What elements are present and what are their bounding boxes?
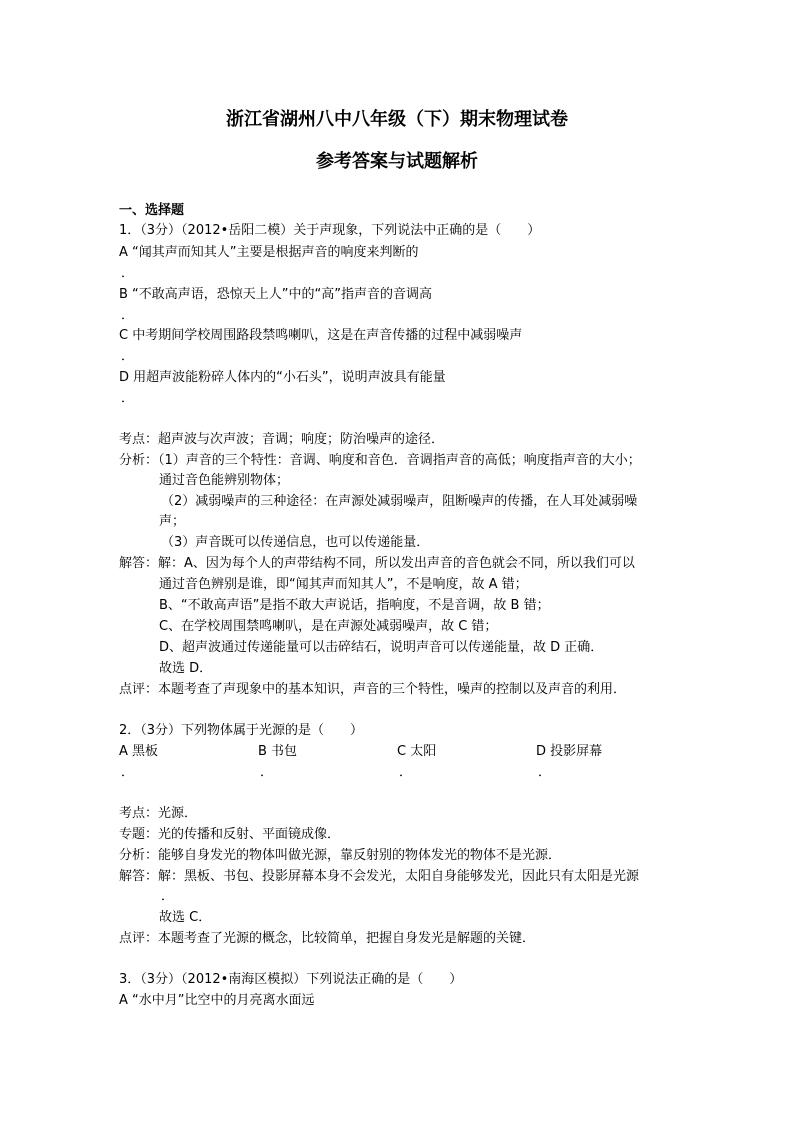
q1-jieda-line: D、超声波通过传递能量可以击碎结石，说明声音可以传递能量，故 D 正确． <box>159 640 604 655</box>
q1-option-a-dot: ． <box>121 266 135 281</box>
q2-option-c-dot: ． <box>399 765 413 780</box>
q3-option-a: A “水中月”比空中的月亮离水面远 <box>119 993 315 1008</box>
q2-dianping: 点评：本题考查了光源的概念，比较简单，把握自身发光是解题的关键． <box>119 931 536 946</box>
q2-kaodian: 考点：光源． <box>119 806 198 821</box>
document-title: 浙江省湖州八中八年级（下）期末物理试卷 <box>226 109 568 130</box>
q2-option-d: D 投影屏幕 <box>536 744 603 759</box>
q2-option-d-dot: ． <box>538 765 552 780</box>
q1-option-d: D 用超声波能粉碎人体内的“小石头”，说明声波具有能量 <box>119 370 446 385</box>
q1-jieda-line: B、“不敢高声语”是指不敢大声说话，指响度，不是音调，故 B 错； <box>159 598 550 613</box>
q1-dianping: 点评：本题考查了声现象中的基本知识，声音的三个特性，噪声的控制以及声音的利用． <box>119 682 627 697</box>
q1-fenxi-line: 声； <box>159 514 186 529</box>
q1-option-b-dot: ． <box>121 308 135 323</box>
q1-fenxi-line: 分析：（1）声音的三个特性：音调、响度和音色．音调指声音的高低；响度指声音的大小； <box>119 453 641 468</box>
q3-stem: 3．（3分）（2012•南海区模拟）下列说法正确的是（ ） <box>119 972 463 987</box>
q1-option-c: C 中考期间学校周围路段禁鸣喇叭，这是在声音传播的过程中减弱噪声 <box>119 328 523 343</box>
q1-kaodian: 考点：超声波与次声波；音调；响度；防治噪声的途径． <box>119 432 445 447</box>
section-heading: 一、选择题 <box>119 203 185 218</box>
q2-option-b-dot: ． <box>260 765 274 780</box>
q1-jieda-line: 通过音色辨别是谁，即“闻其声而知其人”，不是响度，故 A 错； <box>159 577 528 592</box>
q2-jieda-line: 故选 C． <box>159 910 212 925</box>
q1-option-a: A “闻其声而知其人”主要是根据声音的响度来判断的 <box>119 245 419 260</box>
q2-fenxi: 分析：能够自身发光的物体叫做光源，靠反射别的物体发光的物体不是光源． <box>119 848 562 863</box>
q2-jieda-dot: ． <box>161 889 175 904</box>
q1-option-b: B “不敢高声语，恐惊天上人”中的“高”指声音的音调高 <box>119 287 432 302</box>
q2-option-c: C 太阳 <box>397 744 437 759</box>
q2-option-a-dot: ． <box>121 765 135 780</box>
q2-option-b: B 书包 <box>258 744 298 759</box>
q1-jieda-line: 解答：解：A、因为每个人的声带结构不同，所以发出声音的音色就会不同，所以我们可以 <box>119 556 635 571</box>
q1-jieda-line: 故选 D． <box>159 661 213 676</box>
q2-stem: 2．（3分）下列物体属于光源的是（ ） <box>119 723 364 738</box>
q2-jieda-line: 解答：解：黑板、书包、投影屏幕本身不会发光，太阳自身能够发光，因此只有太阳是光源 <box>119 869 640 884</box>
q2-zhuanti: 专题：光的传播和反射、平面镜成像． <box>119 827 341 842</box>
q1-fenxi-line: （2）减弱噪声的三种途径：在声源处减弱噪声，阻断噪声的传播，在人耳处减弱噪 <box>161 494 638 509</box>
q1-fenxi-line: 通过音色能辨别物体； <box>159 473 290 488</box>
q1-jieda-line: C、在学校周围禁鸣喇叭，是在声源处减弱噪声，故 C 错； <box>159 619 498 634</box>
q1-option-c-dot: ． <box>121 349 135 364</box>
q1-stem: 1．（3分）（2012•岳阳二模）关于声现象，下列说法中正确的是（ ） <box>119 223 541 238</box>
q1-fenxi-line: （3）声音既可以传递信息，也可以传递能量． <box>161 535 430 550</box>
document-subtitle: 参考答案与试题解析 <box>316 151 478 172</box>
q1-option-d-dot: ． <box>121 391 135 406</box>
q2-option-a: A 黑板 <box>119 744 159 759</box>
